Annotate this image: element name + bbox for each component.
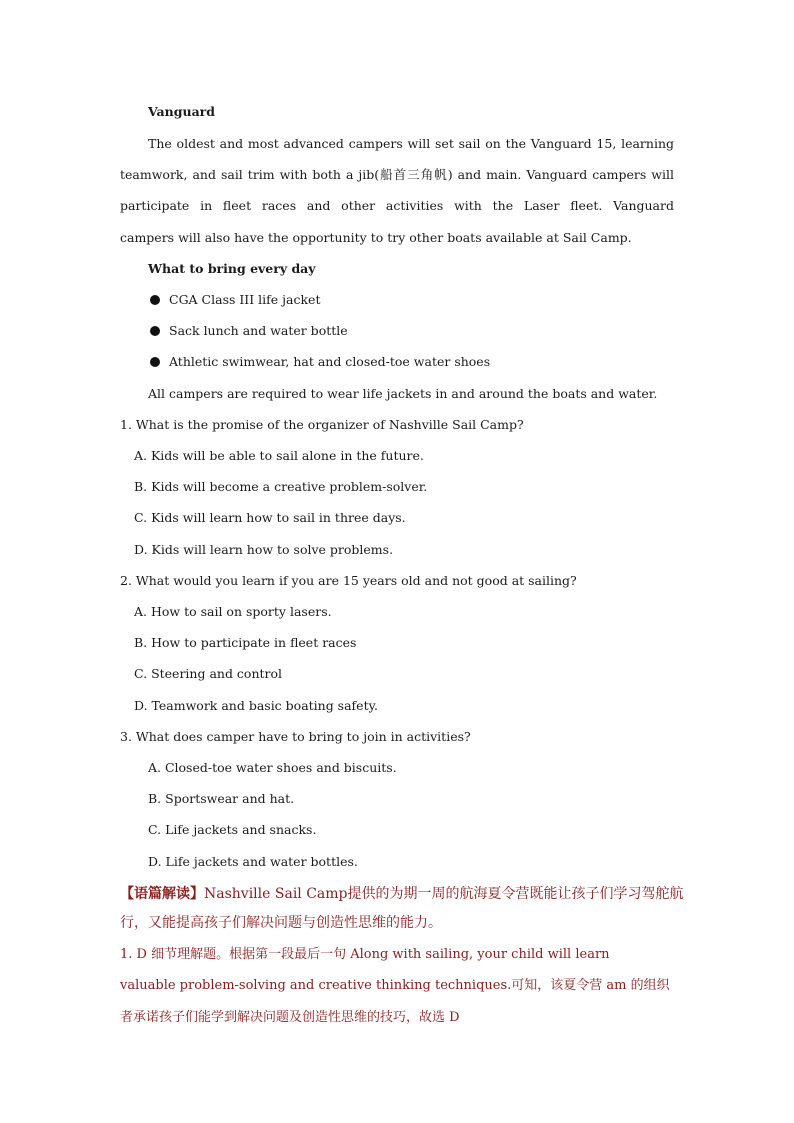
- bullet-icon: [150, 357, 160, 367]
- answer-1-line-1: 1. D 细节理解题。根据第一段最后一句 Along with sailing, your child will learn: [120, 947, 610, 962]
- bring-item: CGA Class III life jacket: [150, 292, 320, 308]
- analysis-tag: 【语篇解读】: [120, 886, 204, 902]
- q1-option-a: A. Kids will be able to sail alone in the future.: [134, 448, 424, 463]
- answer-1-line-3: 者承诺孩子们能学到解决问题及创造性思维的技巧，故选 D: [120, 1010, 460, 1025]
- q2-option-c: C. Steering and control: [134, 666, 283, 681]
- q2-option-d: D. Teamwork and basic boating safety.: [134, 698, 378, 713]
- q3-option-d: D. Life jackets and water bottles.: [148, 854, 358, 869]
- bring-note: All campers are required to wear life jackets in and around the boats and water.: [148, 386, 658, 401]
- analysis-line-1: [120, 885, 684, 903]
- bullet-icon: [150, 295, 160, 305]
- bring-item: Sack lunch and water bottle: [150, 323, 348, 339]
- vanguard-para-line-1: The oldest and most advanced campers will set sail on the Vanguard 15, learning: [148, 136, 674, 151]
- vanguard-heading: Vanguard: [148, 104, 215, 119]
- question-3: 3. What does camper have to bring to join in activities?: [120, 729, 471, 744]
- analysis-line-2: 行，又能提高孩子们解决问题与创造性思维的能力。: [120, 915, 442, 931]
- bring-heading: What to bring every day: [148, 261, 316, 276]
- q1-option-b: B. Kids will become a creative problem-solver.: [134, 479, 428, 494]
- vanguard-para-line-2: teamwork, and sail trim with both a jib(船首三角帆) and main. Vanguard campers will: [120, 167, 674, 182]
- bullet-icon: [150, 326, 160, 336]
- question-2: 2. What would you learn if you are 15 years old and not good at sailing?: [120, 573, 577, 588]
- q2-option-a: A. How to sail on sporty lasers.: [134, 604, 332, 619]
- q3-option-c: C. Life jackets and snacks.: [148, 822, 317, 837]
- vanguard-para-line-4: campers will also have the opportunity to try other boats available at Sail Camp.: [120, 230, 632, 245]
- bring-item: Athletic swimwear, hat and closed-toe water shoes: [150, 354, 490, 370]
- q2-option-b: B. How to participate in fleet races: [134, 635, 357, 650]
- q3-option-b: B. Sportswear and hat.: [148, 791, 295, 806]
- q1-option-d: D. Kids will learn how to solve problems.: [134, 542, 394, 557]
- analysis-text-1: Nashville Sail Camp提供的为期一周的航海夏令营既能让孩子们学习驾舵航: [204, 886, 684, 902]
- q1-option-c: C. Kids will learn how to sail in three days.: [134, 510, 406, 525]
- vanguard-para-line-3: participate in fleet races and other activities with the Laser fleet. Vanguard: [120, 198, 674, 213]
- question-1: 1. What is the promise of the organizer of Nashville Sail Camp?: [120, 417, 524, 432]
- answer-1-line-2: valuable problem-solving and creative thinking techniques.可知，该夏令营 am 的组织: [120, 978, 670, 993]
- q3-option-a: A. Closed-toe water shoes and biscuits.: [148, 760, 397, 775]
